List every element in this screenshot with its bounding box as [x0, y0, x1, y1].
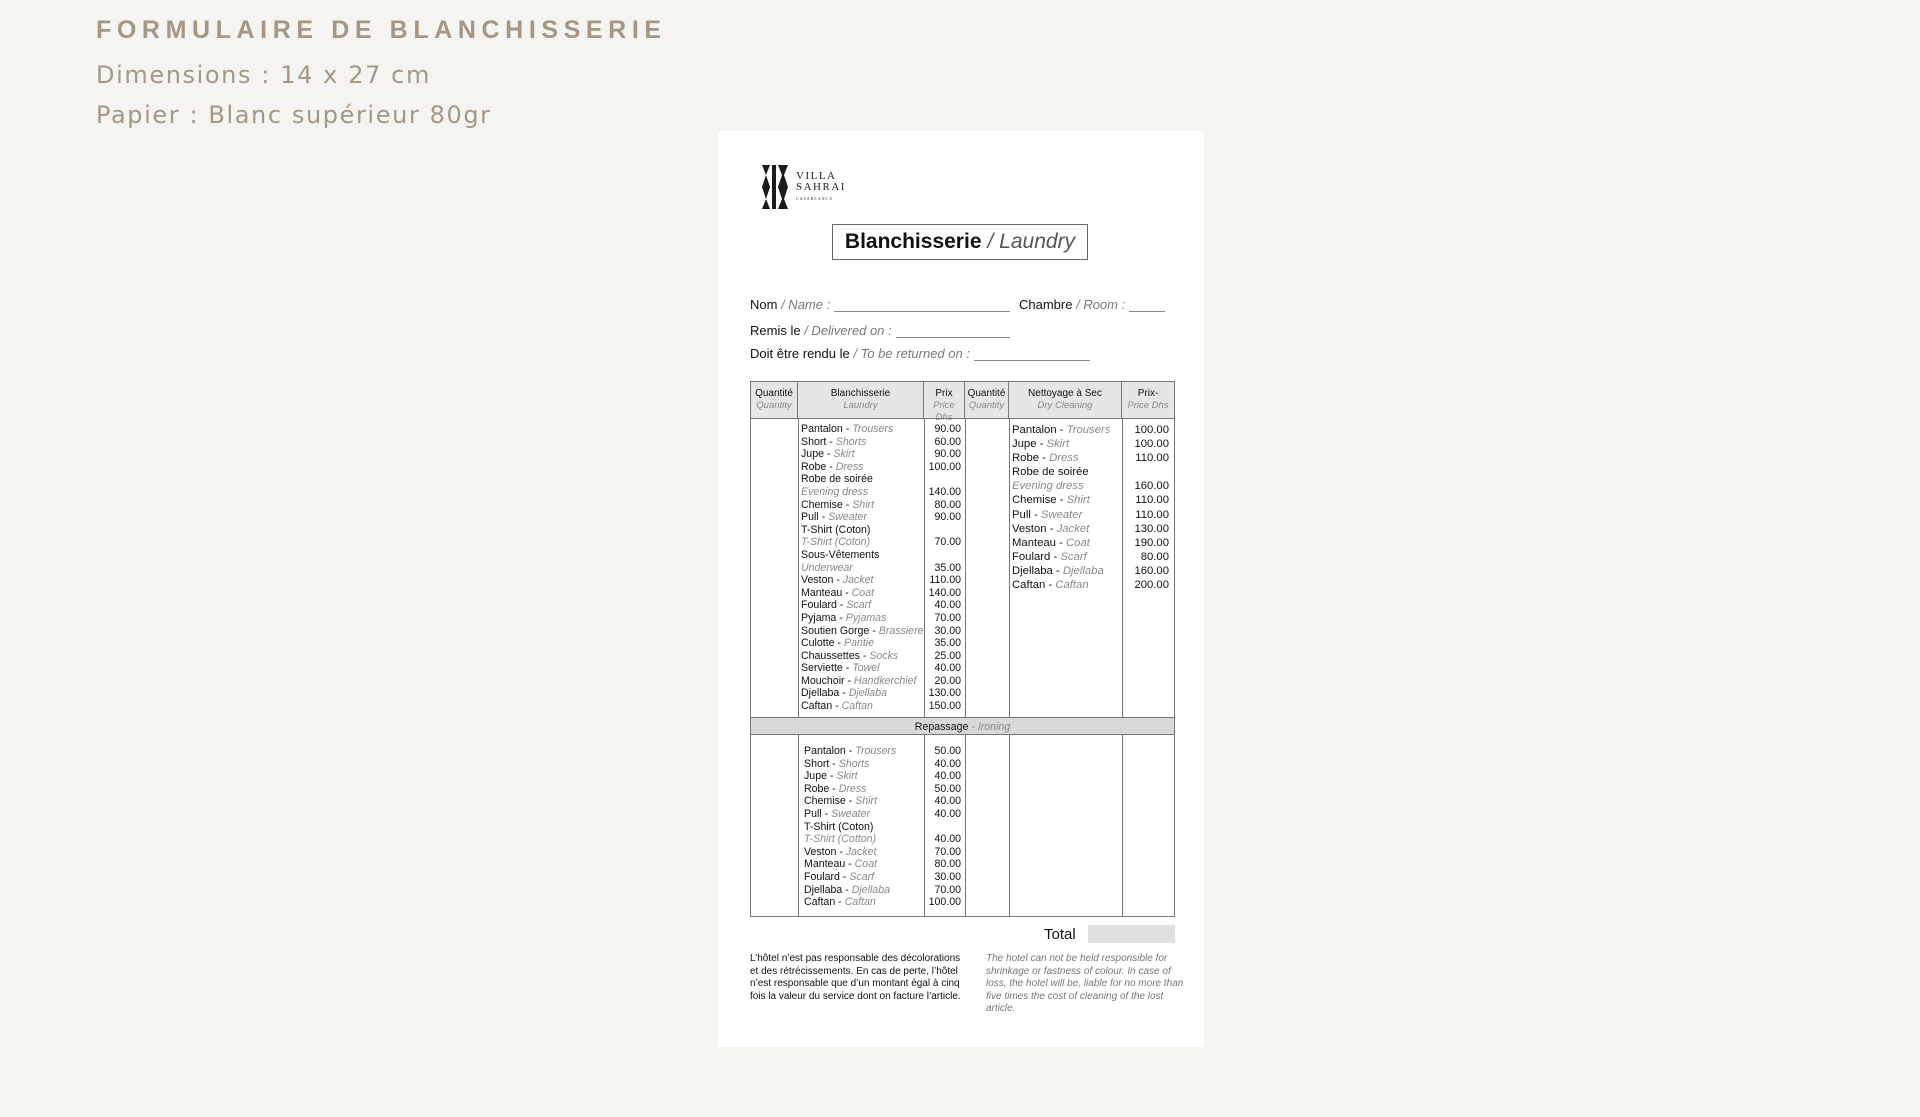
list-item: Manteau - Coat: [801, 586, 875, 599]
item-price: 30.00: [934, 870, 961, 883]
list-item: Chemise - Shirt: [804, 795, 878, 808]
list-item: Pantalon - Trousers: [1012, 424, 1111, 436]
item-name-fr: Short: [801, 435, 827, 448]
item-price: 40.00: [934, 770, 961, 783]
item-name-fr: Pantalon: [801, 423, 843, 435]
list-item: Caftan - Caftan: [804, 896, 876, 909]
item-name-fr: Robe: [804, 782, 830, 795]
item-name-en: Skirt: [833, 448, 855, 461]
item-price: 90.00: [934, 511, 961, 524]
item-name-en: Shirt: [852, 498, 875, 511]
col-header-price: Prix Price Dhs: [924, 382, 965, 418]
item-name-en: Coat: [851, 586, 875, 599]
list-item: Manteau - Coat: [1012, 536, 1090, 549]
item-price: 110.00: [1135, 494, 1169, 507]
item-name-en: Djellaba: [851, 883, 890, 896]
list-item: Robe - Dress: [1012, 452, 1079, 465]
item-name-fr: Foulard: [804, 870, 840, 883]
list-item: [801, 549, 924, 574]
item-price: 100.00: [1134, 424, 1169, 436]
item-name-fr: Veston: [804, 845, 837, 858]
item-name-fr: Caftan: [801, 700, 833, 713]
list-item: Veston - Jacket: [1012, 522, 1090, 535]
item-name-en: Caftan: [844, 896, 876, 909]
list-item: Culotte - Pantie: [801, 637, 875, 650]
list-item: Pyjama - Pyjamas: [801, 611, 887, 624]
list-item: Robe - Dress: [801, 460, 864, 473]
item-price: 100.00: [1134, 438, 1169, 451]
item-name-en: Shirt: [855, 795, 878, 808]
item-price: 60.00: [934, 435, 961, 448]
item-price: 80.00: [1140, 550, 1169, 563]
item-price: 40.00: [934, 807, 961, 820]
list-item: Serviette - Towel: [801, 662, 880, 675]
hotel-logo-icon: [760, 163, 790, 211]
item-name-en: Sweater: [828, 511, 867, 524]
list-item: [801, 473, 924, 498]
item-name-en: Scarf: [849, 870, 875, 883]
ironing-item-list: [804, 745, 896, 909]
col-header-quantity: Quantité Quantity: [751, 382, 798, 418]
item-name-fr: Pull: [1012, 508, 1031, 521]
item-price: 35.00: [934, 637, 961, 650]
item-name-fr: Djellaba: [801, 687, 840, 700]
item-price: 200.00: [1134, 579, 1169, 592]
item-name-en: Shorts: [838, 757, 870, 770]
item-name-fr: Caftan: [1012, 579, 1046, 592]
item-price: 90.00: [934, 448, 961, 461]
item-name-en: Pyjamas: [845, 611, 887, 624]
disclaimer-fr: L’hôtel n’est pas responsable des décolorations et des rétrécissements. En cas de perte, l’hôtel n’est responsable que d’un montant égal à cinq fois la valeur du service dont on facture l’article.: [750, 953, 961, 1002]
item-name-fr: Jupe: [801, 448, 824, 461]
item-name-en: Sweater: [831, 807, 870, 820]
list-item: Pantalon - Trousers: [801, 423, 894, 435]
item-name-fr: Chemise: [801, 498, 843, 511]
item-price: 100.00: [928, 460, 961, 473]
item-price: 50.00: [934, 782, 961, 795]
item-name-en: Trousers: [1066, 424, 1111, 436]
item-price: 40.00: [934, 599, 961, 612]
item-price: 100.00: [928, 896, 961, 909]
item-name-fr: Veston: [1012, 522, 1047, 535]
item-price: 160.00: [1134, 564, 1169, 577]
hotel-logo: [760, 163, 846, 211]
item-price: 130.00: [928, 687, 961, 700]
list-item: Short - Shorts: [801, 435, 867, 448]
item-name-en: Shorts: [835, 435, 867, 448]
item-name-en: Evening dress: [801, 485, 869, 498]
ironing-price-list: [925, 745, 961, 909]
list-item: Chemise - Shirt: [1012, 494, 1090, 507]
item-name-fr: Pyjama: [801, 611, 837, 624]
ironing-title-en: - Ironing: [971, 721, 1011, 733]
item-price: 40.00: [934, 757, 961, 770]
list-item: Pull - Sweater: [804, 807, 870, 820]
item-name-fr: Caftan: [804, 896, 836, 909]
item-name-fr: Sous-Vêtements: [801, 548, 880, 561]
form-title: [832, 224, 1088, 260]
item-name-en: Jacket: [845, 845, 877, 858]
total-label: Total: [1044, 926, 1076, 943]
list-item: Manteau - Coat: [804, 858, 878, 871]
item-name-fr: Robe: [1012, 452, 1040, 465]
laundry-price-list: [925, 423, 961, 713]
list-item: Jupe - Skirt: [801, 448, 855, 461]
form-title-fr: Blanchisserie: [844, 230, 982, 253]
page-title: FORMULAIRE DE BLANCHISSERIE: [96, 16, 667, 44]
list-item: Chaussettes - Socks: [801, 649, 899, 662]
item-name-fr: Chaussettes: [801, 649, 860, 662]
list-item: Caftan - Caftan: [1012, 579, 1089, 592]
item-name-fr: T-Shirt (Coton): [801, 523, 871, 536]
dry-cleaning-price-list: [1123, 423, 1169, 592]
item-name-en: Evening dress: [1012, 480, 1084, 493]
list-item: Jupe - Skirt: [804, 770, 858, 783]
item-price: 20.00: [934, 674, 961, 687]
list-item: Soutien Gorge - Brassiere: [801, 624, 924, 637]
item-price: 70.00: [934, 845, 961, 858]
item-name-en: Trousers: [852, 423, 894, 435]
item-name-fr: Serviette: [801, 662, 843, 675]
item-name-fr: Foulard: [1012, 550, 1051, 563]
item-name-fr: Pantalon: [804, 745, 846, 757]
dry-cleaning-item-list: [1012, 423, 1110, 592]
list-item: [804, 821, 896, 846]
item-name-en: Jacket: [842, 574, 874, 587]
item-name-en: Djellaba: [1062, 564, 1104, 577]
item-name-fr: Jupe: [804, 770, 827, 783]
item-name-en: Dress: [835, 460, 864, 473]
item-name-fr: Robe: [801, 460, 827, 473]
list-item: Foulard - Scarf: [804, 870, 875, 883]
item-name-en: Skirt: [836, 770, 858, 783]
laundry-item-list: [801, 423, 924, 713]
item-name-en: Scarf: [846, 599, 872, 612]
item-name-fr: T-Shirt (Coton): [804, 820, 874, 833]
ironing-title-fr: Repassage: [914, 721, 969, 733]
item-price: 40.00: [934, 833, 961, 846]
item-name-fr: Mouchoir: [801, 674, 845, 687]
item-price: 140.00: [928, 586, 961, 599]
item-name-fr: Pull: [801, 511, 819, 524]
item-name-en: Coat: [854, 858, 878, 871]
item-name-en: Jacket: [1056, 522, 1090, 535]
list-item: Veston - Jacket: [804, 845, 877, 858]
item-price: 150.00: [928, 700, 961, 713]
item-name-en: Sweater: [1040, 508, 1083, 521]
name-field[interactable]: Nom / Name :: [750, 297, 1010, 312]
item-price: 25.00: [934, 649, 961, 662]
list-item: Chemise - Shirt: [801, 498, 875, 511]
list-item: Djellaba - Djellaba: [1012, 564, 1104, 577]
item-name-fr: Foulard: [801, 599, 837, 612]
list-item: Foulard - Scarf: [1012, 550, 1087, 563]
list-item: Veston - Jacket: [801, 574, 874, 587]
item-price: 80.00: [934, 858, 961, 871]
item-price: 80.00: [934, 498, 961, 511]
item-name-en: Handkerchief: [854, 674, 917, 687]
list-item: Pull - Sweater: [1012, 508, 1083, 521]
ironing-section-header: [751, 717, 1174, 735]
item-price: 90.00: [934, 423, 961, 435]
disclaimer-en: The hotel can not be held responsible for shrinkage or fastness of colour. In case of loss, the hotel will be, liable for no more than five times the cost of cleaning of the lost article.: [986, 953, 1184, 1015]
item-name-en: Djellaba: [848, 687, 887, 700]
item-price: 160.00: [1134, 480, 1169, 493]
item-name-en: Underwear: [801, 561, 853, 574]
item-price: 190.00: [1134, 536, 1169, 549]
col-header-laundry: Blanchisserie Laundry: [798, 382, 924, 418]
item-name-fr: Chemise: [1012, 494, 1057, 507]
col-header-price-2: Prix- Price Dhs: [1122, 382, 1174, 418]
laundry-form-sheet: [718, 131, 1204, 1047]
item-name-en: Brassiere: [878, 624, 924, 637]
form-title-en: / Laundry: [987, 230, 1076, 253]
list-item: Robe - Dress: [804, 782, 867, 795]
item-name-en: Caftan: [841, 700, 873, 713]
item-name-fr: Djellaba: [804, 883, 843, 896]
list-item: Jupe - Skirt: [1012, 438, 1070, 451]
list-item: Pantalon - Trousers: [804, 745, 897, 757]
item-price: 130.00: [1134, 522, 1169, 535]
item-name-fr: Chemise: [804, 795, 846, 808]
item-name-en: Skirt: [1046, 438, 1070, 451]
item-price: 35.00: [934, 561, 961, 574]
item-price: 30.00: [934, 624, 961, 637]
item-name-fr: Robe de soirée: [801, 473, 873, 486]
item-name-fr: Pull: [804, 807, 822, 820]
item-name-en: T-Shirt (Coton): [801, 536, 871, 549]
item-name-en: Trousers: [855, 745, 897, 757]
item-name-fr: Pantalon: [1012, 424, 1057, 436]
col-header-quantity-2: Quantité Quantity: [965, 382, 1009, 418]
item-price: 70.00: [934, 536, 961, 549]
item-name-fr: Manteau: [801, 586, 843, 599]
item-name-fr: Jupe: [1012, 438, 1037, 451]
room-field[interactable]: Chambre / Room :: [1019, 297, 1165, 312]
list-item: Djellaba - Djellaba: [801, 687, 887, 700]
logo-name-line2: SAHRAI: [796, 180, 846, 193]
item-name-en: Dress: [1049, 452, 1079, 465]
item-price: 40.00: [934, 795, 961, 808]
delivered-field[interactable]: Remis le / Delivered on :: [750, 323, 1010, 338]
item-name-en: Caftan: [1055, 579, 1089, 592]
item-name-en: Coat: [1066, 536, 1090, 549]
item-price: 140.00: [928, 485, 961, 498]
list-item: Short - Shorts: [804, 757, 870, 770]
item-name-fr: Manteau: [1012, 536, 1056, 549]
list-item: Mouchoir - Handkerchief: [801, 674, 917, 687]
item-name-fr: Djellaba: [1012, 564, 1053, 577]
list-item: Foulard - Scarf: [801, 599, 872, 612]
item-price: 110.00: [1135, 508, 1169, 521]
item-name-fr: Manteau: [804, 858, 846, 871]
logo-name-line1: VILLA: [796, 169, 837, 182]
price-table: [750, 381, 1175, 917]
list-item: [1012, 465, 1110, 493]
list-item: Caftan - Caftan: [801, 700, 873, 713]
page-header: [96, 16, 667, 141]
item-name-en: T-Shirt (Cotton): [804, 833, 877, 846]
dimensions-text: Dimensions : 14 x 27 cm: [96, 61, 431, 89]
list-item: [801, 524, 924, 549]
total-field[interactable]: [1088, 925, 1175, 943]
item-price: 70.00: [934, 611, 961, 624]
item-name-en: Shirt: [1066, 494, 1090, 507]
item-name-en: Towel: [852, 662, 880, 675]
item-price: 110.00: [929, 574, 961, 587]
return-field[interactable]: Doit être rendu le / To be returned on :: [750, 346, 1090, 361]
item-price: 50.00: [934, 745, 961, 757]
item-price: 40.00: [934, 662, 961, 675]
item-price: 70.00: [934, 883, 961, 896]
item-name-en: Scarf: [1060, 550, 1087, 563]
item-name-fr: Culotte: [801, 637, 835, 650]
item-name-en: Pantie: [844, 637, 875, 650]
paper-text: Papier : Blanc supérieur 80gr: [96, 101, 492, 129]
col-header-dry-cleaning: Nettoyage à Sec Dry Cleaning: [1009, 382, 1122, 418]
list-item: Djellaba - Djellaba: [804, 883, 890, 896]
list-item: Pull - Sweater: [801, 511, 867, 524]
item-name-fr: Soutien Gorge: [801, 624, 870, 637]
item-name-en: Dress: [838, 782, 867, 795]
item-price: 110.00: [1135, 452, 1169, 465]
logo-city: CASABLANCA: [796, 195, 834, 201]
item-name-fr: Veston: [801, 574, 834, 587]
item-name-en: Socks: [869, 649, 899, 662]
item-name-fr: Robe de soirée: [1012, 466, 1089, 479]
item-name-fr: Short: [804, 757, 830, 770]
